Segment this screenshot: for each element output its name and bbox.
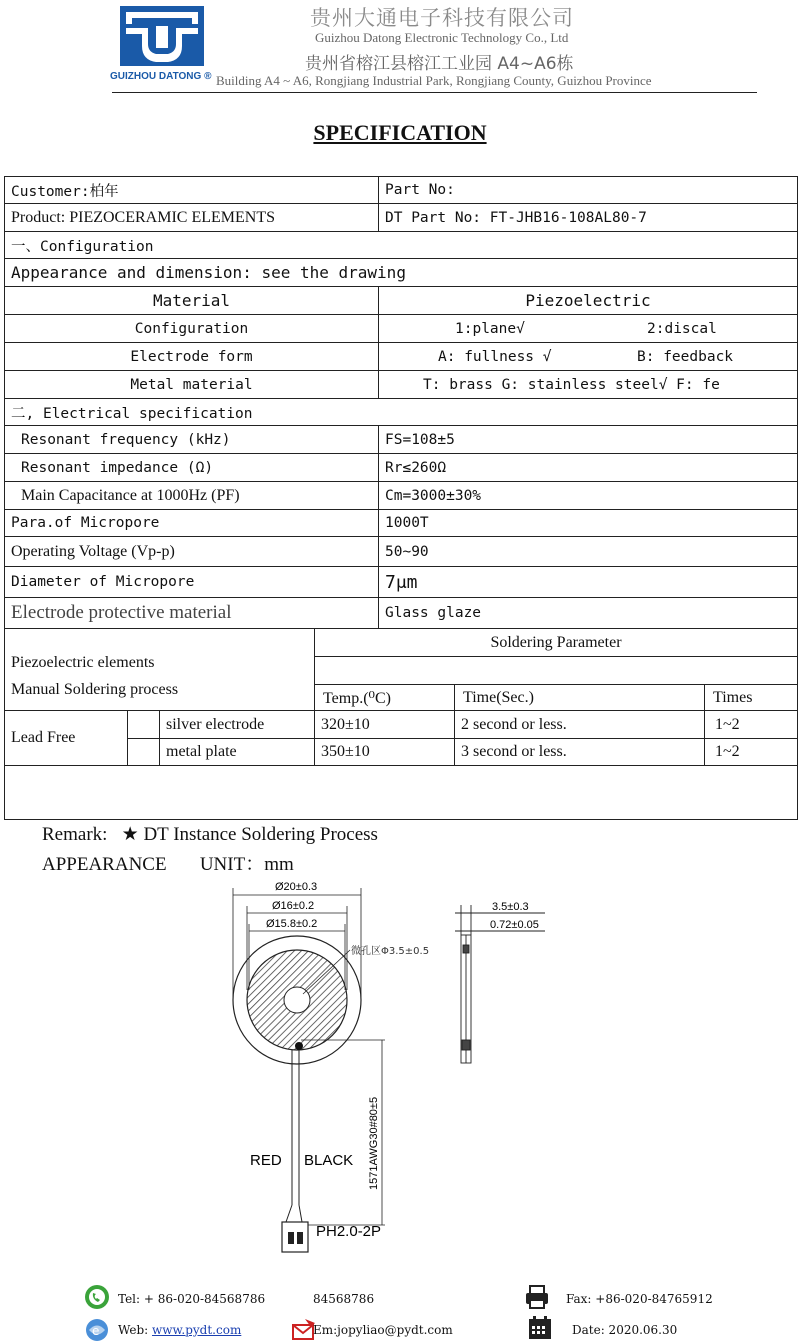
row2-times: 1~2 <box>704 738 798 766</box>
wires <box>286 1050 302 1222</box>
row1-times: 1~2 <box>704 710 798 739</box>
capacitance-label: Main Capacitance at 1000Hz (PF) <box>4 481 379 510</box>
red-wire-label: RED <box>250 1152 282 1169</box>
address-en: Building A4 ~ A6, Rongjiang Industrial Park, Rongjiang County, Guizhou Province <box>216 73 652 88</box>
capacitance-value: Cm=3000±30% <box>378 481 798 510</box>
section-electrical: 二, Electrical specification <box>4 398 798 426</box>
column-temp: Temp.(⁰C) <box>314 684 455 711</box>
company-name-en: Guizhou Datong Electronic Technology Co., Ltd <box>315 30 569 45</box>
dim-inner: Ø15.8±0.2 <box>266 918 318 930</box>
customer-cell: Customer:柏年 <box>4 176 379 204</box>
footer-fax: Fax: +86-020-84765912 <box>566 1292 713 1306</box>
column-times: Times <box>704 684 798 711</box>
connector-pin <box>297 1232 303 1244</box>
address-cn: 贵州省榕江县榕江工业园 A4~A6栋 <box>305 54 574 74</box>
footer-date: Date: 2020.06.30 <box>572 1323 678 1337</box>
voltage-value: 50~90 <box>378 536 798 567</box>
soldering-label-line2: Manual Soldering process <box>11 681 179 698</box>
configuration-option-plane: 1:plane√ <box>455 320 525 337</box>
dt-part-no-cell: DT Part No: FT-JHB16-108AL80-7 <box>378 203 798 232</box>
solder-notes <box>4 765 798 820</box>
micropore-diameter-value: 7μm <box>378 566 798 598</box>
soldering-blank-row <box>314 656 798 685</box>
appearance-line: APPEARANCE UNIT：mm <box>42 854 294 875</box>
header-divider <box>112 92 757 93</box>
row2-temp: 350±10 <box>314 738 455 766</box>
footer-tel: Tel: + 86-020-84568786 <box>118 1292 266 1306</box>
resonant-impedance-label: Resonant impedance (Ω) <box>4 453 379 482</box>
lead-free-label: Lead Free <box>4 710 128 766</box>
voltage-label: Operating Voltage (Vp-p) <box>4 536 379 567</box>
resonant-frequency-label: Resonant frequency (kHz) <box>4 425 379 454</box>
company-name-cn: 贵州大通电子科技有限公司 <box>310 6 574 30</box>
row2-blank <box>127 738 160 766</box>
svg-text:e: e <box>92 1324 100 1338</box>
footer-email: Em:jopyliao@pydt.com <box>313 1323 453 1337</box>
resonant-frequency-value: FS=108±5 <box>378 425 798 454</box>
connector-body <box>282 1222 308 1252</box>
metal-value: T: brass G: stainless steel√ F: fe <box>378 370 798 399</box>
technical-drawing <box>0 870 800 1270</box>
material-label: Material <box>4 286 379 315</box>
appearance-row: Appearance and dimension: see the drawing <box>4 258 798 287</box>
micropore-diameter-label: Diameter of Micropore <box>4 566 379 598</box>
material-value: Piezoelectric <box>378 286 798 315</box>
row1-blank <box>127 710 160 739</box>
phone-icon <box>84 1284 110 1310</box>
website-link[interactable]: www.pydt.com <box>152 1323 242 1337</box>
company-logo <box>112 4 212 74</box>
protective-material-value: Glass glaze <box>378 597 798 629</box>
wire-length-label: 1571AWG30#80±5 <box>368 1096 380 1190</box>
remark-line: Remark: ★ DT Instance Soldering Process <box>42 824 378 845</box>
protective-material-label: Electrode protective material <box>4 597 379 629</box>
micropore-para-label: Para.of Micropore <box>4 509 379 537</box>
row2-name: metal plate <box>159 738 315 766</box>
footer-tel-2: 84568786 <box>313 1292 375 1306</box>
calendar-icon <box>527 1315 553 1341</box>
row1-time: 2 second or less. <box>454 710 705 739</box>
row1-name: silver electrode <box>159 710 315 739</box>
row2-time: 3 second or less. <box>454 738 705 766</box>
footer-web: Web: www.pydt.com <box>118 1323 242 1337</box>
electrode-value <box>378 342 798 371</box>
product-cell: Product: PIEZOCERAMIC ELEMENTS <box>4 203 379 232</box>
electrode-label: Electrode form <box>4 342 379 371</box>
black-wire-label: BLACK <box>304 1152 354 1169</box>
logo-text: GUIZHOU DATONG ® <box>110 71 212 82</box>
configuration-value <box>378 314 798 343</box>
micropore-para-value: 1000T <box>378 509 798 537</box>
connector-label: PH2.0-2P <box>316 1223 382 1240</box>
section-configuration: 一、Configuration <box>4 231 798 259</box>
dim-thickness-1: 3.5±0.3 <box>492 901 529 913</box>
micropore-label: 微孔区Φ3.5±0.5 <box>351 946 430 957</box>
metal-label: Metal material <box>4 370 379 399</box>
dim-outer: Ø20±0.3 <box>275 881 318 893</box>
row1-temp: 320±10 <box>314 710 455 739</box>
resonant-impedance-value: Rr≤260Ω <box>378 453 798 482</box>
fax-icon <box>524 1284 550 1310</box>
connector-pin <box>288 1232 294 1244</box>
configuration-option-discal: 2:discal <box>647 320 717 337</box>
part-no-cell: Part No: <box>378 176 798 204</box>
soldering-label-line1: Piezoelectric elements <box>11 654 155 671</box>
soldering-process-label <box>4 628 315 711</box>
electrode-option-feedback: B: feedback <box>637 348 734 365</box>
configuration-label: Configuration <box>4 314 379 343</box>
electrode-option-fullness: A: fullness √ <box>438 348 552 365</box>
web-icon <box>84 1317 110 1343</box>
dim-thickness-2: 0.72±0.05 <box>490 919 539 931</box>
soldering-parameter-header: Soldering Parameter <box>314 628 798 657</box>
dim-middle: Ø16±0.2 <box>272 900 315 912</box>
solder-dot <box>295 1042 303 1050</box>
column-time: Time(Sec.) <box>454 684 705 711</box>
page-title: SPECIFICATION <box>313 120 487 145</box>
